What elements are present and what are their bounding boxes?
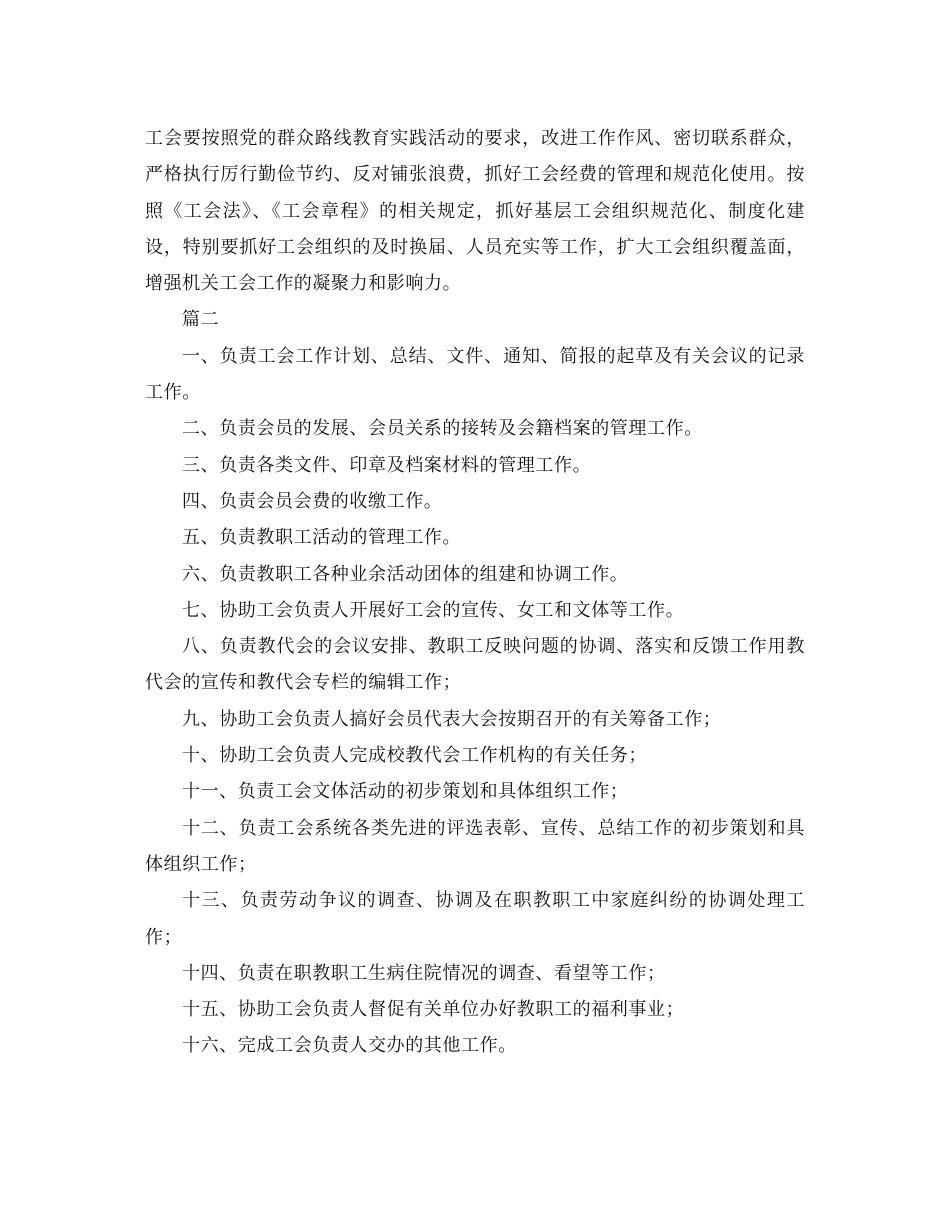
list-item: 十二、负责工会系统各类先进的评选表彰、宣传、总结工作的初步策划和具体组织工作； [145,817,805,875]
list-item: 四、负责会员会费的收缴工作。 [182,490,443,512]
list-item: 三、负责各类文件、印章及档案材料的管理工作。 [182,454,592,476]
intro-paragraph: 工会要按照党的群众路线教育实践活动的要求，改进工作作风、密切联系群众，严格执行厉行勤俭节约、反对铺张浪费，抓好工会经费的管理和规范化使用。按照《工会法》、《工会章程》的相关规定，抓好基层工会组织规范化、制度化建设，特别要抓好工会组织的及时换届、人员充实等工作，扩大工会组织覆盖面，增强机关工会工作的凝聚力和影响力。 [145,128,805,295]
list-item: 十五、协助工会负责人督促有关单位办好教职工的福利事业； [182,999,685,1021]
list-item: 五、负责教职工活动的管理工作。 [182,527,461,549]
list-item: 十六、完成工会负责人交办的其他工作。 [182,1035,517,1057]
list-item: 十一、负责工会文体活动的初步策划和具体组织工作； [182,781,629,803]
section-heading: 篇二 [182,309,220,331]
document-body [145,121,805,1065]
list-item: 七、协助工会负责人开展好工会的宣传、女工和文体等工作。 [182,599,685,621]
list-item: 十、协助工会负责人完成校教代会工作机构的有关任务； [182,745,647,767]
list-item: 六、负责教职工各种业余活动团体的组建和协调工作。 [182,563,629,585]
list-item: 十三、负责劳动争议的调查、协调及在职教职工中家庭纠纷的协调处理工作； [145,890,805,948]
list-item: 八、负责教代会的会议安排、教职工反映问题的协调、落实和反馈工作用教代会的宣传和教代会专栏的编辑工作； [145,636,805,694]
list-item: 一、负责工会工作计划、总结、文件、通知、简报的起草及有关会议的记录工作。 [145,345,805,404]
list-item: 二、负责会员的发展、会员关系的接转及会籍档案的管理工作。 [182,418,703,440]
list-item: 十四、负责在职教职工生病住院情况的调查、看望等工作； [182,962,666,984]
list-item: 九、协助工会负责人搞好会员代表大会按期召开的有关筹备工作； [182,708,722,730]
